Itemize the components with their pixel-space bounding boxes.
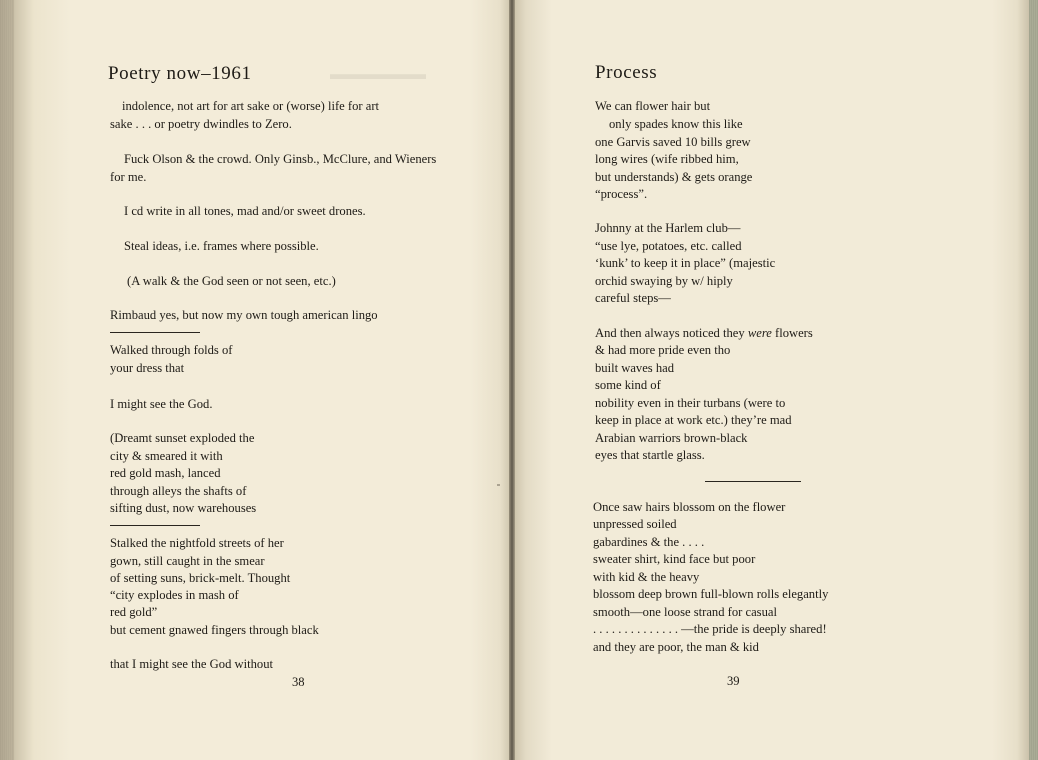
poem-line: Johnny at the Harlem club—	[595, 221, 741, 235]
bleed-through-text: ▬▬▬▬▬▬	[330, 66, 426, 83]
poem-line: gown, still caught in the smear	[110, 554, 265, 568]
poem-line: ‘kunk’ to keep it in place” (majestic	[595, 256, 776, 270]
poem-line: I cd write in all tones, mad and/or sweet drones.	[124, 204, 366, 218]
section-rule	[110, 525, 200, 526]
poem-line: Walked through folds of	[110, 343, 233, 357]
poem-line: Stalked the nightfold streets of her	[110, 536, 284, 550]
page-number: 39	[727, 674, 740, 688]
page-edges	[0, 0, 14, 760]
poem-line: (Dreamt sunset exploded the	[110, 431, 255, 445]
poem-line: red gold mash, lanced	[110, 466, 221, 480]
poem-line: that I might see the God without	[110, 657, 273, 671]
poem-line: gabardines & the . . . .	[593, 535, 705, 549]
poem-line: your dress that	[110, 361, 185, 375]
page-title: Poetry now–1961	[108, 63, 252, 84]
poem-line: built waves had	[595, 361, 675, 375]
poem-line: red gold”	[110, 605, 158, 619]
section-rule	[110, 332, 200, 333]
poem-line: only spades know this like	[609, 117, 743, 131]
left-page	[0, 0, 512, 760]
poem-line: for me.	[110, 170, 147, 184]
poem-line: Once saw hairs blossom on the flower	[593, 500, 786, 514]
page-title: Process	[595, 62, 658, 83]
poem-line: sweater shirt, kind face but poor	[593, 552, 756, 566]
book-gutter	[509, 0, 515, 760]
right-page	[512, 0, 1038, 760]
poem-line: through alleys the shafts of	[110, 484, 247, 498]
poem-line: “process”.	[595, 187, 648, 201]
poem-line: eyes that startle glass.	[595, 448, 705, 462]
poem-line-text: flowers	[771, 326, 813, 340]
poem-line: “use lye, potatoes, etc. called	[595, 239, 742, 253]
poem-line: I might see the God.	[110, 397, 213, 411]
poem-line: blossom deep brown full-blown rolls elegantly	[593, 587, 829, 601]
poem-line: long wires (wife ribbed him,	[595, 152, 739, 166]
poem-line: but cement gnawed fingers through black	[110, 623, 319, 637]
section-rule	[705, 481, 801, 482]
poem-line: orchid swaying by w/ hiply	[595, 274, 733, 288]
poem-line: but understands) & gets orange	[595, 170, 753, 184]
poem-line: Fuck Olson & the crowd. Only Ginsb., McClure, and Wieners	[124, 152, 437, 166]
poem-line: sake . . . or poetry dwindles to Zero.	[110, 117, 292, 131]
poem-line: “city explodes in mash of	[110, 588, 239, 602]
poem-line: Rimbaud yes, but now my own tough american lingo	[110, 308, 378, 322]
page-number: 38	[292, 675, 305, 689]
poem-line: keep in place at work etc.) they’re mad	[595, 413, 792, 427]
paper-speck	[497, 484, 500, 486]
poem-line: & had more pride even tho	[595, 343, 731, 357]
poem-line: one Garvis saved 10 bills grew	[595, 135, 751, 149]
poem-line: We can flower hair but	[595, 99, 711, 113]
poem-line: Steal ideas, i.e. frames where possible.	[124, 239, 319, 253]
poem-line: . . . . . . . . . . . . . . —the pride is deeply shared!	[593, 622, 827, 636]
poem-line: (A walk & the God seen or not seen, etc.)	[127, 274, 336, 288]
poem-line: of setting suns, brick-melt. Thought	[110, 571, 291, 585]
poem-line: Arabian warriors brown-black	[595, 431, 748, 445]
poem-line: indolence, not art for art sake or (worse) life for art	[122, 99, 380, 113]
page-edges	[1029, 0, 1038, 760]
poem-line	[595, 327, 813, 340]
poem-line: some kind of	[595, 378, 661, 392]
poem-line: sifting dust, now warehouses	[110, 501, 257, 515]
poem-line: nobility even in their turbans (were to	[595, 396, 786, 410]
poem-line: smooth—one loose strand for casual	[593, 605, 777, 619]
poem-line: careful steps—	[595, 291, 671, 305]
emphasis-word: were	[747, 326, 772, 340]
poem-line: city & smeared it with	[110, 449, 223, 463]
poem-line-text: And then always noticed they	[595, 326, 748, 340]
poem-line: and they are poor, the man & kid	[593, 640, 759, 654]
poem-line: with kid & the heavy	[593, 570, 700, 584]
poem-line: unpressed soiled	[593, 517, 677, 531]
